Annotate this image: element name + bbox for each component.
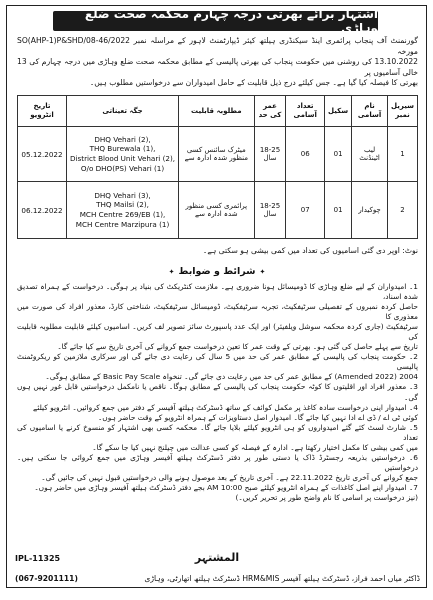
conditions-body [17,282,418,503]
cell-locations [67,127,179,182]
condition-line: جمع کروانے کی آخری تاریخ 22.11.2022 ہے۔ آخری تاریخ کے بعد موصول ہونے والی درخواستیں قبول نہیں کی جائیں گی۔ [41,472,418,482]
cell-age: 18-25 سال [254,182,286,239]
header-post: نام آسامی [352,96,388,127]
vacancy-note: نوٹ: اوپر دی گئی اسامیوں کی تعداد میں کمی بیشی ہو سکتی ہے۔ [202,246,418,255]
intro-line: بھرتی کا فیصلہ کیا گیا ہے۔ جس کیلئے درج ذیل قابلیت کے حامل امیدواران سے درخواستیں مطلوب ہیں۔ [89,78,418,88]
advertisement-page [6,5,427,588]
cell-scale: 01 [325,182,352,239]
location-item: THQ Mailsi (2), [96,200,149,210]
condition-line: (نیز درخواست پر اسامی کا نام واضح طور پر تحریر کریں۔) [235,492,418,502]
cell-interview-date: 06.12.2022 [18,182,67,239]
advertiser-line [15,571,420,585]
location-item: DHQ Vehari (3), [94,190,151,200]
intro-line: گورنمنٹ آف پنجاب پرائمری اینڈ سیکنڈری ہیلتھ کیئر ڈیپارٹمنٹ لاہور کے مراسلہ نمبر SO(AHP-1)P&SHD/08-46/2022 مورخہ [17,36,418,56]
header-scale: سکیل [325,96,352,127]
cell-serial: 1 [388,127,418,182]
table-row [18,182,418,239]
location-item: THQ Burewala (1), [89,144,156,154]
condition-line: 2004 (Amended 2022) کے مطابق عمر کی حد میں رعایت دی جائے گی۔ تنخواہ Basic Pay Scale کے مطابق ہوگی۔ [45,372,418,382]
condition-line: 2۔ حکومت پنجاب کی پالیسی کے مطابق عمر کی حد میں 5 سال کی رعایت دی جائے گی اور سرکاری ملازمین کو ریکروٹمنٹ پالیسی [17,352,418,372]
condition-line: سرٹیفکیٹ (جاری کردہ محکمہ سوشل ویلفیئر) اور ایک عدد پاسپورٹ سائز تصویر لف کریں۔ اسامیوں کیلئے قابلیت مطلوبہ قابلیت کی [17,322,418,342]
header-count: تعداد آسامی [286,96,325,127]
intro-line: 13.10.2022 کی روشنی میں حکومت پنجاب کی بھرتی پالیسی کے مطابق محکمہ صحت ضلع وہاڑی میں درجہ چہارم کی 13 خالی آسامیوں پر [17,57,418,77]
advertiser-signature: ڈاکٹر میاں احمد فراز، ڈسٹرکٹ ہیلتھ آفیسر HRM&MIS ڈسٹرکٹ ہیلتھ اتھارٹی، وہاڑی [144,573,420,583]
cell-locations [67,182,179,239]
cell-age: 18-25 سال [254,127,286,182]
condition-line: 6۔ درخواستیں بذریعہ رجسٹرڈ ڈاک یا دستی طور پر دفتر ڈسٹرکٹ ہیلتھ آفیسر وہاڑی میں جمع کروائی جا سکتی ہیں۔ درخواستیں [17,452,418,472]
location-item: O/o DHO(PS) Vehari (1) [80,163,165,173]
header-age: عمر کی حد [254,96,286,127]
cell-post: چوکیدار [352,182,388,239]
cell-scale: 01 [325,127,352,182]
table-row [18,127,418,182]
header-serial: سیریل نمبر [388,96,418,127]
cell-interview-date: 05.12.2022 [18,127,67,182]
condition-line: 5۔ شارٹ لسٹ کئے گئے امیدواروں کو ہی انٹرویو کیلئے بلایا جائے گا۔ محکمہ کسی بھی اشتہار کو منسوخ کرنے یا اسامیوں کی تعداد [17,422,418,442]
location-item: District Blood Unit Vehari (2), [70,154,176,163]
header-qualification: مطلوبہ قابلیت [179,96,255,127]
advertiser-phone: (067-9201111) [15,573,78,583]
cell-qualification: میٹرک سائنس کسی منظور شدہ ادارہ سے [179,127,255,182]
condition-line: حاصل کردہ نمبروں کے تفصیلی سرٹیفکیٹ، تجربہ سرٹیفکیٹ، ڈومیسائل سرٹیفکیٹ، شناختی کارڈ، معذور افراد کی صورت میں معذوری کا [17,302,418,322]
location-item: MCH Centre Marzipura (1) [75,219,170,229]
intro-paragraph [17,36,418,89]
cell-count: 07 [286,182,325,239]
vacancy-table [17,95,418,239]
condition-line: 7۔ امیدوار اپنے اصل کاغذات کے ہمراہ انٹرویو کیلئے صبح 10:00 AM بجے دفتر ڈسٹرکٹ ہیلتھ آفیسر وہاڑی میں حاضر ہوں۔ [34,482,418,492]
advertisement-banner: اشتہار برائے بھرتی درجہ چہارم محکمہ صحت ضلع وہاڑی [53,11,378,31]
condition-line: کوئی ٹی اے / ڈی اے ادا نہیں کیا جائے گا۔ امیدوار اصل دستاویزات کے ہمراہ انٹرویو کے وقت حاضر ہوں۔ [97,412,418,422]
condition-line: تاریخ سے پہلے حاصل کی گئی ہو۔ بھرتی کے وقت عمر کا تعین درخواست جمع کروانے کی آخری تاریخ سے کیا جائے گا۔ [57,342,418,352]
table-header-row [18,96,418,127]
header-location: جگہ تعیناتی [67,96,179,127]
cell-qualification: پرائمری کسی منظور شدہ ادارہ سے [179,182,255,239]
condition-line: میں کمی بیشی کا مکمل اختیار رکھتا ہے۔ ادارہ کے فیصلہ کو کسی عدالت میں چیلنج نہیں کیا جا سکے گا۔ [92,442,418,452]
location-item: MCH Centre 269/EB (1), [79,210,166,219]
condition-line: 4۔ امیدوار اپنی درخواست سادہ کاغذ پر مکمل کوائف کے ساتھ ڈسٹرکٹ ہیلتھ آفیسر کے دفتر میں جمع کروائیں۔ انٹرویو کیلئے [33,402,418,412]
cell-count: 06 [286,127,325,182]
cell-post: لیب اٹینڈنٹ [352,127,388,182]
header-interview-date: تاریخ انٹرویو [18,96,67,127]
condition-line: 3۔ معذور افراد اور اقلیتوں کا کوٹہ حکومت پنجاب کی پالیسی کے مطابق ہوگا۔ ناقص یا نامکمل درخواستیں قابل غور نہیں ہوں گی۔ [17,382,418,402]
location-item: DHQ Vehari (2), [94,134,151,144]
ipl-number: IPL-11325 [15,554,61,563]
advertiser-title: المشتہر [194,551,240,564]
conditions-title: ✦ شرائط و ضوابط ✦ [157,266,277,280]
condition-line: 1۔ امیدواران کے لیے ضلع وہاڑی کا ڈومیسائل ہونا ضروری ہے۔ ملازمت کنٹریکٹ کی بنیاد پر ہوگی۔ درخواست کے ہمراہ تصدیق شدہ اسناد، [17,282,418,302]
cell-serial: 2 [388,182,418,239]
